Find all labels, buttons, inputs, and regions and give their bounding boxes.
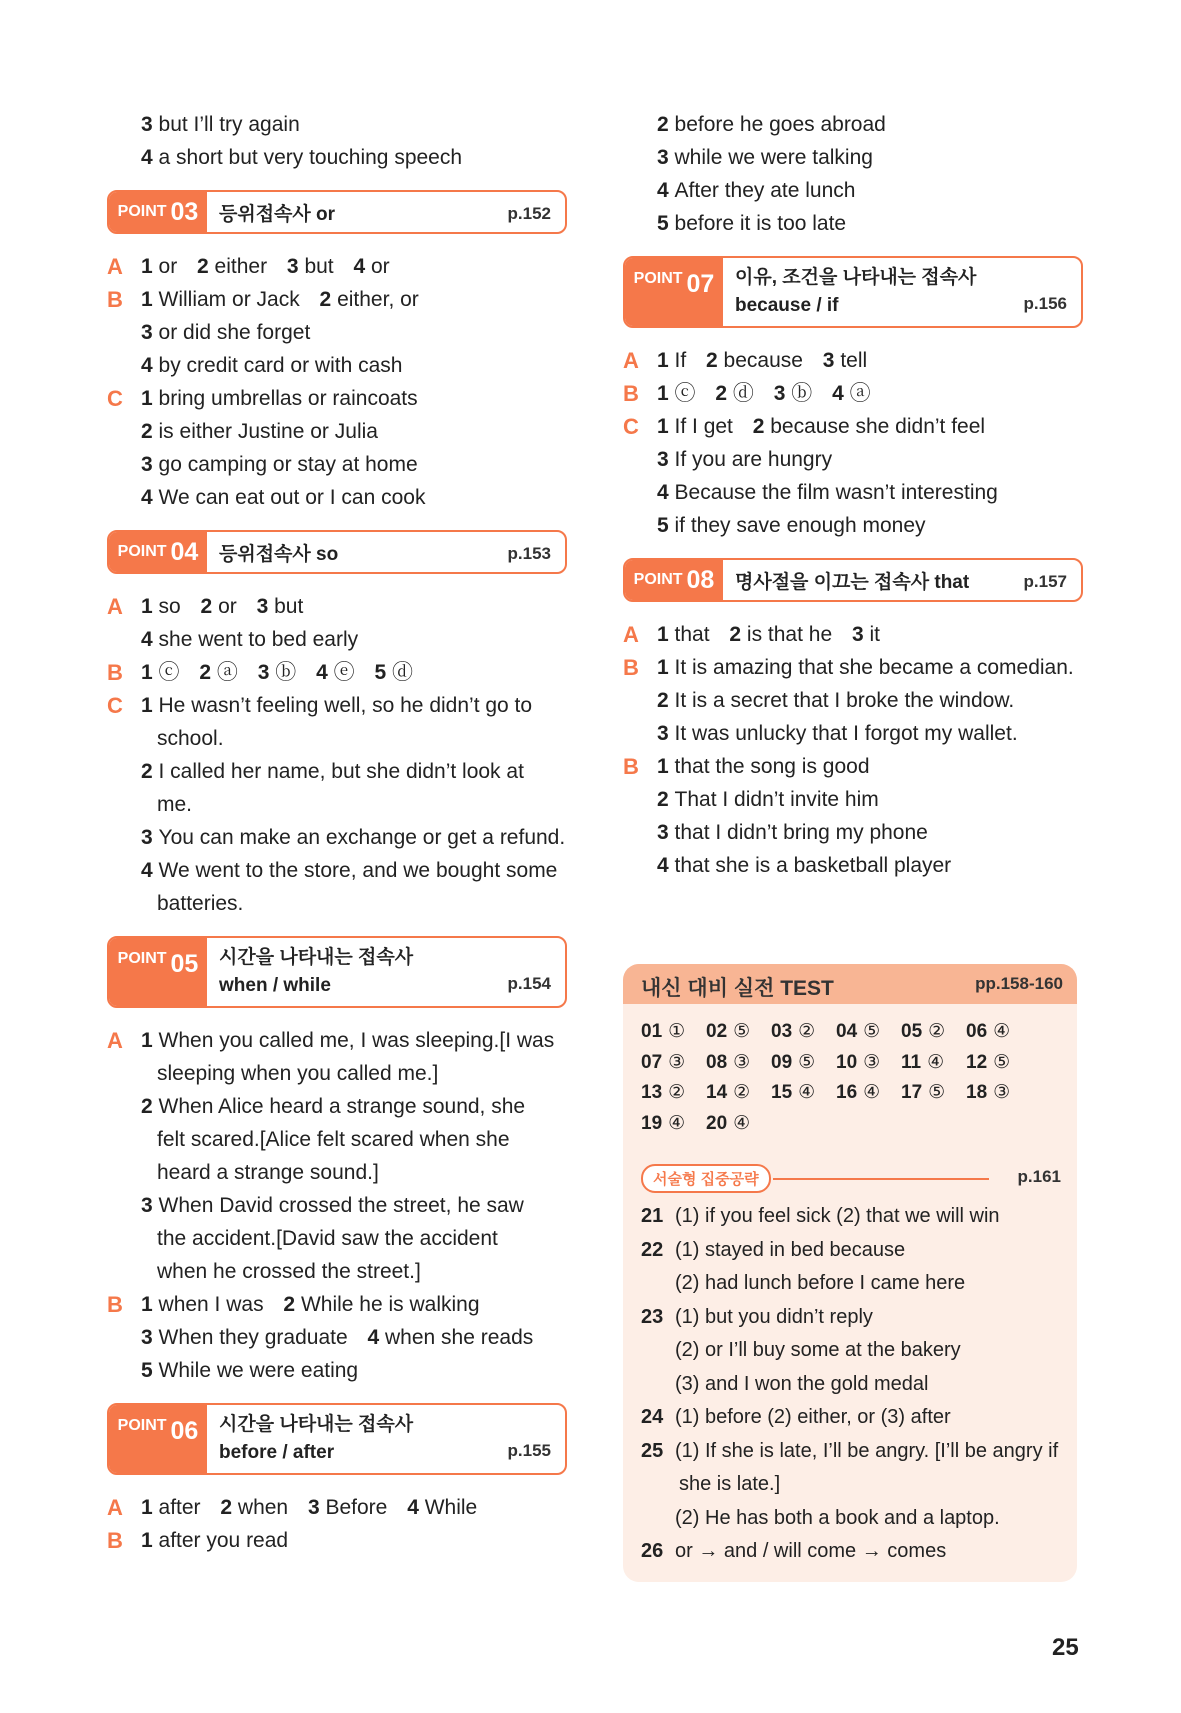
subjective-answer-line: [641, 1401, 1071, 1435]
answer-text: 1 ⓒ 2 ⓐ 3 ⓑ 4 ⓔ 5 ⓓ: [141, 661, 413, 684]
answer-text: 2 I called her name, but she didn’t look at: [141, 760, 524, 783]
subjective-answer-text: (1) stayed in bed because: [675, 1238, 906, 1261]
answer-line: [623, 108, 1083, 141]
answer-line: [623, 443, 1083, 476]
answer-line: [107, 316, 567, 349]
answer-text: 3 It was unlucky that I forgot my wallet.: [657, 722, 1018, 745]
answer-line: [107, 1321, 567, 1354]
answer-line: [107, 1024, 567, 1057]
answer-line: [623, 618, 1083, 651]
answer-line: [107, 1090, 567, 1123]
answer-text: 1 bring umbrellas or raincoats: [141, 387, 418, 410]
answer-line: [107, 349, 567, 382]
answer-text: felt scared.[Alice felt scared when she: [157, 1128, 510, 1151]
answer-text: when he crossed the street.]: [157, 1260, 421, 1283]
answer-text: 4 Because the film wasn’t interesting: [657, 481, 998, 504]
section-letter: B: [107, 287, 123, 312]
answer-text: 1 after 2 when 3 Before 4 While: [141, 1496, 478, 1519]
section-letter: B: [107, 1528, 123, 1553]
mc-answer: 01 ①: [641, 1021, 686, 1042]
subjective-answer-text: (1) if you feel sick (2) that we will win: [675, 1205, 1000, 1227]
answer-text: 2 When Alice heard a strange sound, she: [141, 1095, 526, 1118]
answer-text: 5 before it is too late: [657, 212, 847, 235]
answer-line: [107, 1057, 567, 1090]
answer-text: 5 if they save enough money: [657, 514, 926, 537]
answer-text: batteries.: [157, 892, 244, 915]
point-page-ref: p.154: [507, 974, 551, 993]
section-letter: A: [623, 622, 639, 647]
test-answer-box: [623, 964, 1077, 1582]
answer-line: [107, 1354, 567, 1387]
subjective-answer-line: [641, 1502, 1071, 1536]
answer-line: [623, 377, 1083, 410]
answer-text: 3 or did she forget: [141, 321, 311, 344]
divider-line: [773, 1178, 989, 1180]
section-letter: B: [623, 381, 639, 406]
answer-line: [107, 887, 567, 920]
answer-line: [107, 722, 567, 755]
answer-text: 4 We can eat out or I can cook: [141, 486, 426, 509]
point-header-03: [107, 190, 567, 234]
point-page-ref: p.157: [1023, 572, 1067, 591]
subjective-header: [641, 1164, 1061, 1192]
left-column: [107, 108, 567, 1557]
section-letter: B: [107, 1292, 123, 1317]
question-number: 21: [641, 1205, 664, 1227]
test-header: [623, 964, 1077, 1004]
section-letter: A: [107, 1028, 123, 1053]
answer-line: [107, 689, 567, 722]
test-title: 내신 대비 실전 TEST: [641, 977, 834, 1000]
answer-line: [623, 651, 1083, 684]
section-letter: C: [107, 386, 123, 411]
answer-text: 3 When they graduate 4 when she reads: [141, 1326, 534, 1349]
point-label: POINT 08: [625, 560, 723, 600]
point-label: POINT 07: [625, 258, 723, 326]
answer-line: [623, 344, 1083, 377]
answer-line: [623, 141, 1083, 174]
mc-answer: 12 ⑤: [966, 1051, 1011, 1073]
answer-text: 3 If you are hungry: [657, 448, 833, 471]
answer-text: 4 that she is a basketball player: [657, 854, 952, 877]
answer-line: [623, 684, 1083, 717]
subjective-answer-text: (2) had lunch before I came here: [675, 1272, 966, 1294]
subjective-answer-text: (1) If she is late, I’ll be angry. [I’ll be angry if: [675, 1439, 1059, 1462]
answer-line: [107, 382, 567, 415]
answer-text: 1 It is amazing that she became a comedian.: [657, 656, 1074, 679]
mc-answer: 14 ②: [706, 1082, 751, 1103]
answer-text: 1 William or Jack 2 either, or: [141, 288, 419, 311]
answer-text: 3 while we were talking: [657, 146, 873, 169]
mc-answer: 16 ④: [836, 1082, 881, 1103]
answer-line: [107, 108, 567, 141]
mc-answer: 02 ⑤: [706, 1021, 751, 1042]
answer-line: [623, 750, 1083, 783]
right-column: [623, 108, 1083, 882]
point-label: POINT 06: [109, 1405, 207, 1473]
answer-text: 3 that I didn’t bring my phone: [657, 821, 928, 844]
answer-text: 2 is either Justine or Julia: [141, 420, 378, 443]
answer-text: 1 that 2 is that he 3 it: [657, 623, 880, 646]
section-letter: C: [107, 693, 123, 718]
subjective-answer-text: (3) and I won the gold medal: [675, 1372, 929, 1395]
point-title: 등위접속사 so p.153: [219, 543, 551, 565]
subjective-answer-line: [641, 1535, 1071, 1569]
answer-line: [107, 250, 567, 283]
answer-text: 1 If 2 because 3 tell: [657, 349, 868, 372]
answer-text: 1 that the song is good: [657, 755, 870, 778]
point-header-06: [107, 1403, 567, 1475]
answer-text: sleeping when you called me.]: [157, 1062, 439, 1085]
point-label: POINT 04: [109, 532, 207, 572]
answer-text: 1 He wasn’t feeling well, so he didn’t go to: [141, 694, 533, 717]
answer-text: 2 before he goes abroad: [657, 113, 886, 136]
answer-text: 3 You can make an exchange or get a refund.: [141, 826, 566, 849]
mc-answer: 05 ②: [901, 1021, 946, 1042]
subjective-answer-text: (1) before (2) either, or (3) after: [675, 1406, 951, 1428]
mc-answer: 09 ⑤: [771, 1051, 816, 1073]
question-number: 22: [641, 1238, 664, 1261]
answer-text: 1 When you called me, I was sleeping.[I was: [141, 1029, 555, 1052]
answer-line: [107, 656, 567, 689]
point-title: 명사절을 이끄는 접속사 that p.157: [735, 571, 1067, 593]
answer-text: 4 We went to the store, and we bought some: [141, 859, 558, 882]
answer-text: the accident.[David saw the accident: [157, 1227, 498, 1250]
point-header-04: [107, 530, 567, 574]
subjective-answers: [641, 1200, 1071, 1569]
subjective-label: 서술형 집중공략: [641, 1164, 771, 1193]
answer-line: [107, 821, 567, 854]
answer-line: [107, 1491, 567, 1524]
answer-line: [107, 448, 567, 481]
point-header-07: [623, 256, 1083, 328]
answer-line: [623, 509, 1083, 542]
answer-text: 3 go camping or stay at home: [141, 453, 418, 476]
answer-line: [107, 854, 567, 887]
answer-line: [623, 717, 1083, 750]
subjective-answer-line: [641, 1301, 1071, 1335]
point-title: 등위접속사 or p.152: [219, 203, 551, 225]
mc-answer: 19 ④: [641, 1112, 686, 1134]
answer-line: [623, 476, 1083, 509]
point-page-ref: p.156: [1023, 294, 1067, 313]
answer-text: 1 or 2 either 3 but 4 or: [141, 255, 390, 278]
subjective-answer-line: [641, 1468, 1071, 1502]
answer-text: 2 It is a secret that I broke the window.: [657, 689, 1015, 712]
answer-text: 4 After they ate lunch: [657, 179, 856, 202]
subjective-answer-text: or → and / will come → comes: [675, 1540, 947, 1562]
subjective-answer-text: (1) but you didn’t reply: [675, 1305, 873, 1328]
point-label: POINT 05: [109, 938, 207, 1006]
question-number: 24: [641, 1406, 664, 1428]
subjective-answer-line: [641, 1368, 1071, 1402]
section-letter: A: [107, 1495, 123, 1520]
answer-text: 4 by credit card or with cash: [141, 354, 403, 377]
answer-text: 3 When David crossed the street, he saw: [141, 1194, 524, 1217]
answer-text: 1 ⓒ 2 ⓓ 3 ⓑ 4 ⓐ: [657, 382, 871, 405]
answer-text: school.: [157, 727, 224, 750]
mc-answer: 17 ⑤: [901, 1082, 946, 1103]
subjective-answer-text: (2) or I’ll buy some at the bakery: [675, 1339, 961, 1361]
answer-text: heard a strange sound.]: [157, 1161, 379, 1184]
mc-answer: 10 ③: [836, 1051, 881, 1073]
answer-line: [107, 1189, 567, 1222]
mc-answer: 18 ③: [966, 1082, 1011, 1103]
answer-text: me.: [157, 793, 193, 816]
answer-text: 1 after you read: [141, 1529, 289, 1552]
answer-line: [107, 1123, 567, 1156]
section-letter: B: [623, 754, 639, 779]
answer-text: 1 when I was 2 While he is walking: [141, 1293, 480, 1316]
mc-answer: 03 ②: [771, 1021, 816, 1042]
point-header-05: [107, 936, 567, 1008]
answer-line: [107, 1222, 567, 1255]
mc-answer: 13 ②: [641, 1082, 686, 1103]
subjective-answer-line: [641, 1334, 1071, 1368]
answer-text: 4 she went to bed early: [141, 628, 359, 651]
subjective-answer-text: she is late.]: [679, 1473, 781, 1495]
point-header-08: [623, 558, 1083, 602]
answer-line: [107, 590, 567, 623]
subjective-answer-line: [641, 1200, 1071, 1234]
answer-line: [623, 816, 1083, 849]
subjective-page-ref: p.161: [1017, 1167, 1061, 1186]
section-letter: B: [107, 660, 123, 685]
question-number: 23: [641, 1305, 664, 1328]
section-letter: B: [623, 655, 639, 680]
answer-text: 1 so 2 or 3 but: [141, 595, 304, 618]
answer-text: 3 but I’ll try again: [141, 113, 300, 136]
answer-line: [107, 1255, 567, 1288]
answer-line: [107, 1156, 567, 1189]
subjective-answer-line: [641, 1435, 1071, 1469]
answer-line: [107, 141, 567, 174]
question-number: 25: [641, 1439, 664, 1462]
point-page-ref: p.152: [507, 204, 551, 223]
point-page-ref: p.153: [507, 544, 551, 563]
answer-line: [107, 415, 567, 448]
answer-line: [623, 849, 1083, 882]
answer-line: [107, 788, 567, 821]
section-letter: A: [107, 254, 123, 279]
mc-answer: 11 ④: [901, 1051, 945, 1073]
mc-answer: 15 ④: [771, 1082, 816, 1103]
mc-answer: 08 ③: [706, 1051, 751, 1073]
subjective-answer-text: (2) He has both a book and a laptop.: [675, 1506, 1000, 1529]
point-title: 이유, 조건을 나타내는 접속사 because / if p.156: [735, 267, 1067, 316]
point-title: 시간을 나타내는 접속사 before / after p.155: [219, 1414, 551, 1463]
subjective-answer-line: [641, 1234, 1071, 1268]
answer-line: [623, 410, 1083, 443]
answer-text: 1 If I get 2 because she didn’t feel: [657, 415, 986, 438]
mc-answer: 07 ③: [641, 1051, 686, 1073]
answer-line: [107, 283, 567, 316]
section-letter: A: [107, 594, 123, 619]
answer-line: [107, 1288, 567, 1321]
answer-text: 4 a short but very touching speech: [141, 146, 463, 169]
section-letter: A: [623, 348, 639, 373]
answer-line: [107, 755, 567, 788]
answer-line: [623, 174, 1083, 207]
answer-line: [623, 783, 1083, 816]
section-letter: C: [623, 414, 639, 439]
mc-answer: 20 ④: [706, 1112, 751, 1134]
answer-line: [107, 481, 567, 514]
question-number: 26: [641, 1540, 664, 1562]
answer-line: [107, 1524, 567, 1557]
test-page-ref: pp.158-160: [975, 974, 1063, 993]
point-label: POINT 03: [109, 192, 207, 232]
point-title: 시간을 나타내는 접속사 when / while p.154: [219, 947, 551, 996]
page-number: 25: [1052, 1634, 1079, 1661]
point-page-ref: p.155: [507, 1441, 551, 1460]
answer-line: [623, 207, 1083, 240]
answer-text: 2 That I didn’t invite him: [657, 788, 879, 811]
answer-text: 5 While we were eating: [141, 1359, 359, 1382]
subjective-answer-line: [641, 1267, 1071, 1301]
answer-line: [107, 623, 567, 656]
mc-answer: 04 ⑤: [836, 1021, 881, 1042]
mc-answer: 06 ④: [966, 1021, 1011, 1042]
